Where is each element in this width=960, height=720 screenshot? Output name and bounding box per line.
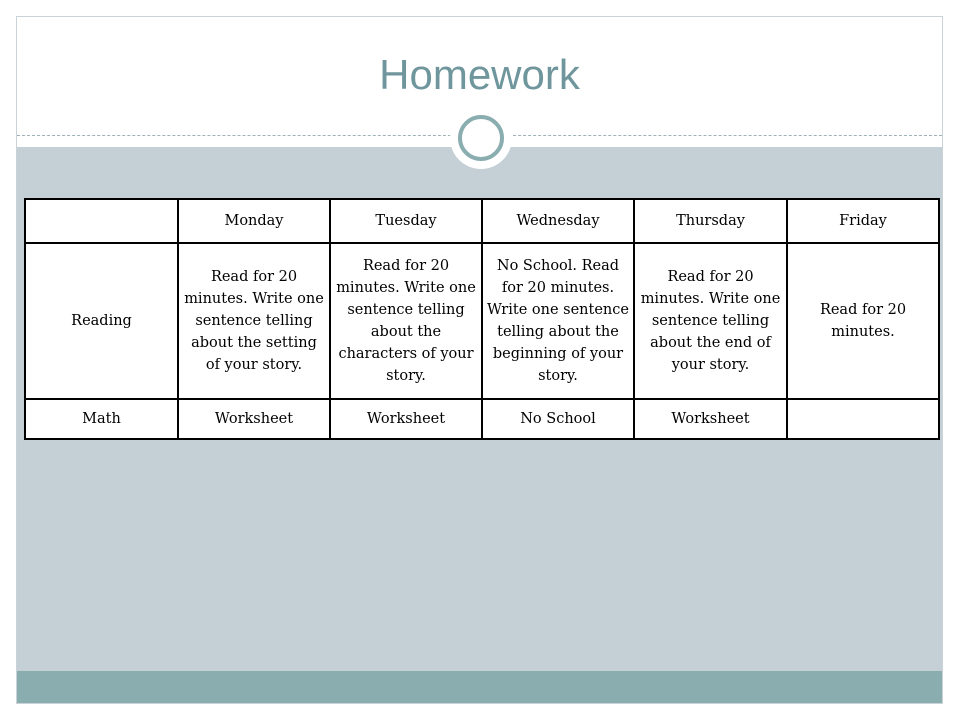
- footer-bar: [17, 671, 942, 704]
- table-row-reading: [25, 243, 939, 399]
- slide-title: Homework: [379, 51, 580, 98]
- math-monday: Worksheet: [178, 399, 330, 439]
- reading-wednesday: No School. Read for 20 minutes. Write one sentence telling about the beginning of your story.: [482, 243, 634, 399]
- reading-thursday: Read for 20 minutes. Write one sentence telling about the end of your story.: [634, 243, 787, 399]
- header-monday: Monday: [178, 199, 330, 243]
- reading-monday: Read for 20 minutes. Write one sentence telling about the setting of your story.: [178, 243, 330, 399]
- header-thursday: Thursday: [634, 199, 787, 243]
- header-tuesday: Tuesday: [330, 199, 482, 243]
- homework-table: [24, 198, 940, 440]
- table-row-math: [25, 399, 939, 439]
- reading-tuesday: Read for 20 minutes. Write one sentence telling about the characters of your story.: [330, 243, 482, 399]
- header-friday: Friday: [787, 199, 939, 243]
- reading-friday: Read for 20 minutes.: [787, 243, 939, 399]
- math-friday: [787, 399, 939, 439]
- ring-inner: [458, 115, 504, 161]
- slide: [16, 16, 943, 704]
- row-label-math: Math: [25, 399, 178, 439]
- header-wednesday: Wednesday: [482, 199, 634, 243]
- corner-cell: [25, 199, 178, 243]
- math-thursday: Worksheet: [634, 399, 787, 439]
- math-wednesday: No School: [482, 399, 634, 439]
- math-tuesday: Worksheet: [330, 399, 482, 439]
- row-label-reading: Reading: [25, 243, 178, 399]
- table-header-row: [25, 199, 939, 243]
- decorative-ring-icon: [450, 107, 512, 169]
